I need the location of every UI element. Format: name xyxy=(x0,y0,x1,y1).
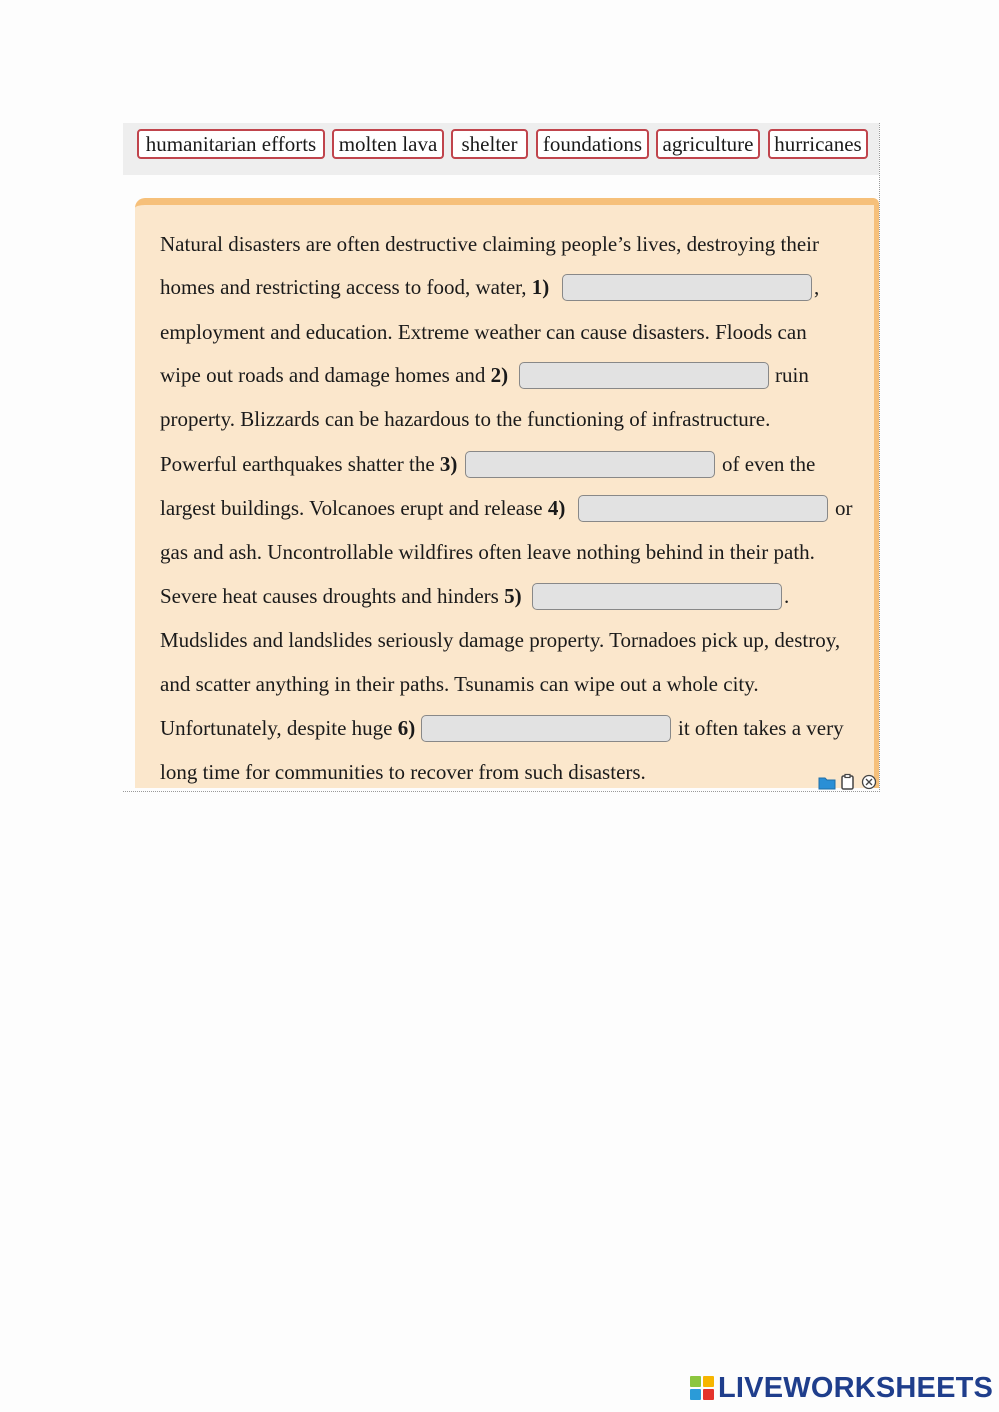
answer-gap-1[interactable] xyxy=(562,274,812,301)
word-chip-agriculture[interactable]: agriculture xyxy=(656,129,760,159)
answer-gap-4[interactable] xyxy=(578,495,828,522)
word-chip-shelter[interactable]: shelter xyxy=(451,129,528,159)
passage-panel xyxy=(135,198,879,788)
passage-line: and scatter anything in their paths. Tsunamis can wipe out a whole city. xyxy=(160,672,759,696)
passage-line xyxy=(160,363,508,388)
passage-text: , xyxy=(814,275,820,299)
word-chip-humanitarian-efforts[interactable]: humanitarian efforts xyxy=(137,129,325,159)
answer-gap-6[interactable] xyxy=(421,715,671,742)
passage-text: of even the xyxy=(722,452,816,476)
passage-text: it often takes a very xyxy=(678,716,844,740)
close-icon[interactable] xyxy=(860,773,878,791)
passage-text: . xyxy=(784,584,790,608)
word-chip-foundations[interactable]: foundations xyxy=(536,129,649,159)
passage-line xyxy=(160,275,549,300)
gap-number-1: 1) xyxy=(531,275,550,299)
passage-text: wipe out roads and damage homes and xyxy=(160,363,486,387)
passage-line: Mudslides and landslides seriously damage property. Tornadoes pick up, destroy, xyxy=(160,628,841,652)
passage-text: ruin xyxy=(775,363,809,387)
gap-number-6: 6) xyxy=(397,716,416,740)
liveworksheets-logo-icon xyxy=(690,1376,714,1400)
gap-number-5: 5) xyxy=(504,584,522,608)
brand-logo xyxy=(690,1372,994,1404)
passage-line: property. Blizzards can be hazardous to the functioning of infrastructure. xyxy=(160,407,771,431)
passage-text: homes and restricting access to food, water, xyxy=(160,275,527,299)
passage-text: or xyxy=(835,496,853,520)
passage-line xyxy=(160,716,415,741)
gap-number-3: 3) xyxy=(439,452,458,476)
answer-gap-5[interactable] xyxy=(532,583,782,610)
word-bank xyxy=(123,123,879,175)
passage-line xyxy=(160,584,522,609)
gap-number-4: 4) xyxy=(547,496,566,520)
word-chip-molten-lava[interactable]: molten lava xyxy=(332,129,444,159)
passage-line: Natural disasters are often destructive claiming people’s lives, destroying their xyxy=(160,232,819,256)
passage-line: long time for communities to recover from such disasters. xyxy=(160,760,646,784)
passage-line xyxy=(160,452,457,477)
worksheet-toolbar xyxy=(818,773,880,791)
passage-line: gas and ash. Uncontrollable wildfires often leave nothing behind in their path. xyxy=(160,540,815,564)
gap-number-2: 2) xyxy=(490,363,509,387)
clipboard-icon[interactable] xyxy=(839,773,857,791)
passage-text: Powerful earthquakes shatter the xyxy=(160,452,435,476)
passage-line xyxy=(160,496,565,521)
answer-gap-2[interactable] xyxy=(519,362,769,389)
answer-gap-3[interactable] xyxy=(465,451,715,478)
word-chip-hurricanes[interactable]: hurricanes xyxy=(768,129,868,159)
passage-line: employment and education. Extreme weather can cause disasters. Floods can xyxy=(160,320,807,344)
worksheet xyxy=(123,123,880,792)
passage-text: Unfortunately, despite huge xyxy=(160,716,393,740)
brand-name: LIVEWORKSHEETS xyxy=(718,1372,994,1404)
folder-icon[interactable] xyxy=(818,773,836,791)
passage-text: largest buildings. Volcanoes erupt and release xyxy=(160,496,543,520)
passage-text: Severe heat causes droughts and hinders xyxy=(160,584,499,608)
